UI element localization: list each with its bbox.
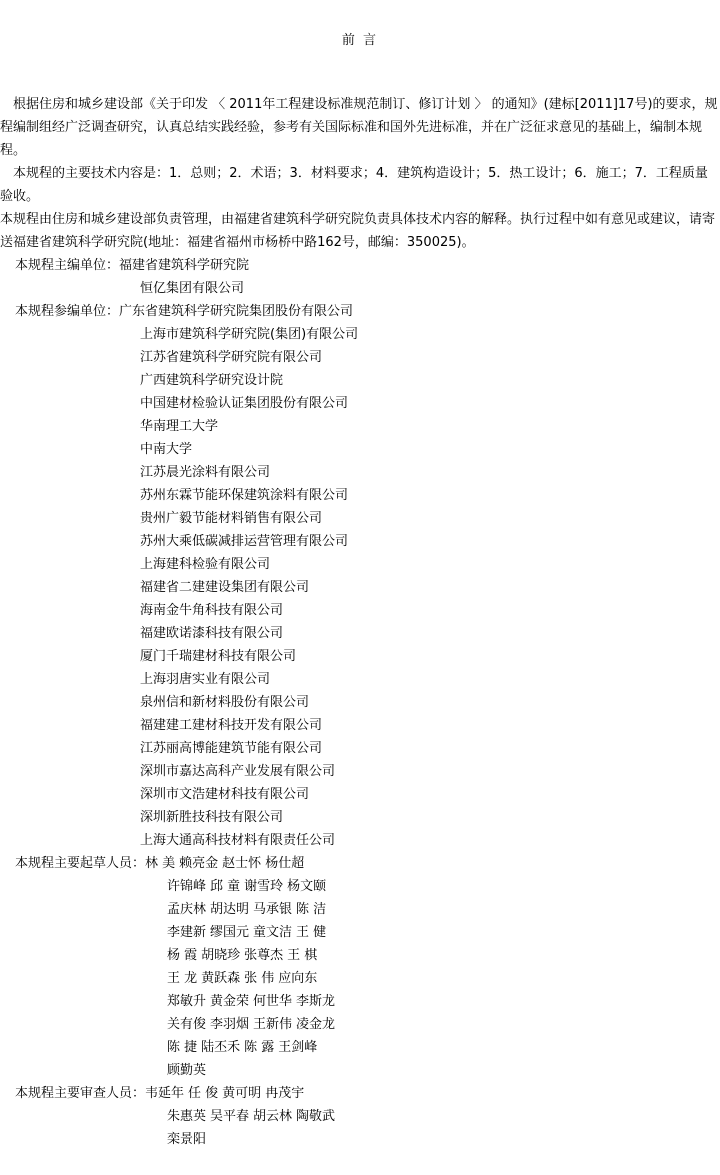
- person-name: 冉茂宇: [265, 1086, 305, 1101]
- org-row: [0, 576, 718, 599]
- person-row: [0, 1128, 718, 1151]
- person-names: [0, 875, 326, 898]
- org-row: [0, 553, 718, 576]
- person-names: [0, 990, 335, 1013]
- person-name: 王新伟: [253, 1017, 293, 1032]
- person-name: 关有俊: [167, 1017, 207, 1032]
- person-name: 王 龙: [167, 971, 198, 986]
- main-content-paragraph: 本规程的主要技术内容是：1．总则；2．术语；3．材料要求；4．建筑构造设计；5．热工设计；6．施工；7．工程质量验收。: [0, 166, 708, 204]
- person-name: 杨文颐: [287, 879, 327, 894]
- person-names: [145, 1082, 304, 1105]
- reviewers-section: [0, 1082, 718, 1151]
- org-row: [0, 507, 718, 530]
- org-row: [0, 438, 718, 461]
- org-name: 中国建材检验认证集团股份有限公司: [140, 396, 349, 411]
- preface-body: [0, 93, 718, 1151]
- org-row: [0, 277, 718, 300]
- org-name: 广东省建筑科学研究院集团股份有限公司: [119, 304, 354, 319]
- person-name: 赖亮金: [179, 856, 219, 871]
- person-names: [0, 967, 317, 990]
- org-name: 深圳市文浩建材科技有限公司: [140, 787, 310, 802]
- person-names: [0, 944, 317, 967]
- person-name: 胡云林: [253, 1109, 293, 1124]
- person-name: 韦延年: [145, 1086, 185, 1101]
- person-row: [0, 898, 718, 921]
- person-name: 吴平春: [210, 1109, 250, 1124]
- org-name: 福建省二建建设集团有限公司: [140, 580, 310, 595]
- person-name: 林 美: [145, 856, 176, 871]
- person-name: 陈 露: [244, 1040, 275, 1055]
- org-row: [0, 530, 718, 553]
- org-row: [0, 254, 718, 277]
- person-name: 杨 霞: [167, 948, 198, 963]
- drafters-section: [0, 852, 718, 1082]
- person-name: 郑敏升: [167, 994, 207, 1009]
- person-names: [145, 852, 304, 875]
- org-name: 上海大通高科技材料有限责任公司: [140, 833, 336, 848]
- person-names: [0, 898, 326, 921]
- org-name: 华南理工大学: [140, 419, 219, 434]
- person-row: [0, 852, 718, 875]
- person-name: 陈 洁: [296, 902, 327, 917]
- person-row: [0, 1059, 718, 1082]
- person-name: 何世华: [253, 994, 293, 1009]
- person-names: [0, 1128, 206, 1151]
- person-row: [0, 1082, 718, 1105]
- org-row: [0, 346, 718, 369]
- org-row: [0, 668, 718, 691]
- org-name: 海南金牛角科技有限公司: [140, 603, 284, 618]
- org-row: [0, 806, 718, 829]
- org-name: 苏州东霖节能环保建筑涂料有限公司: [140, 488, 349, 503]
- person-name: 杨仕超: [265, 856, 305, 871]
- org-row: [0, 484, 718, 507]
- person-name: 顾勤英: [167, 1063, 207, 1078]
- person-names: [0, 1013, 335, 1036]
- person-row: [0, 1036, 718, 1059]
- person-name: 李羽烟: [210, 1017, 250, 1032]
- org-name: 上海市建筑科学研究院(集团)有限公司: [140, 327, 359, 342]
- person-row: [0, 921, 718, 944]
- org-row: [0, 415, 718, 438]
- org-name: 贵州广毅节能材料销售有限公司: [140, 511, 323, 526]
- org-row: [0, 300, 718, 323]
- org-row: [0, 622, 718, 645]
- section-label: 本规程主要审查人员：: [15, 1086, 146, 1101]
- org-name: 福建建工建材科技开发有限公司: [140, 718, 323, 733]
- person-name: 黄可明: [222, 1086, 262, 1101]
- org-row: [0, 760, 718, 783]
- page-title: 前 言: [341, 33, 379, 48]
- person-row: [0, 967, 718, 990]
- person-name: 王剑峰: [278, 1040, 318, 1055]
- person-name: 王 棋: [287, 948, 318, 963]
- org-name: 福建欧诺漆科技有限公司: [140, 626, 284, 641]
- person-name: 凌金龙: [296, 1017, 336, 1032]
- org-row: [0, 392, 718, 415]
- org-name: 深圳新胜技科技有限公司: [140, 810, 284, 825]
- person-names: [0, 921, 326, 944]
- person-name: 栾景阳: [167, 1132, 207, 1147]
- person-row: [0, 1013, 718, 1036]
- person-name: 黄跃森: [201, 971, 241, 986]
- person-name: 许锦峰: [167, 879, 207, 894]
- person-name: 张尊杰: [244, 948, 284, 963]
- org-name: 恒亿集团有限公司: [140, 281, 245, 296]
- org-name: 厦门千瑞建材科技有限公司: [140, 649, 297, 664]
- person-row: [0, 990, 718, 1013]
- org-name: 中南大学: [140, 442, 193, 457]
- person-name: 张 伟: [244, 971, 275, 986]
- management-paragraph: 本规程由住房和城乡建设部负责管理，由福建省建筑科学研究院负责具体技术内容的解释。执行过程中如有意见或建议，请寄送福建省建筑科学研究院(地址：福建省福州市杨桥中路162号，邮编：350025)。: [0, 212, 716, 250]
- person-name: 陈 捷: [167, 1040, 198, 1055]
- org-row: [0, 737, 718, 760]
- org-row: [0, 323, 718, 346]
- person-name: 孟庆林: [167, 902, 207, 917]
- org-row: [0, 645, 718, 668]
- person-names: [0, 1059, 206, 1082]
- person-name: 朱惠英: [167, 1109, 207, 1124]
- org-row: [0, 691, 718, 714]
- org-name: 苏州大乘低碳减排运营管理有限公司: [140, 534, 349, 549]
- org-name: 上海羽唐实业有限公司: [140, 672, 271, 687]
- org-name: 江苏丽高博能建筑节能有限公司: [140, 741, 323, 756]
- participating-units-section: [0, 300, 718, 852]
- org-row: [0, 714, 718, 737]
- org-name: 江苏晨光涂料有限公司: [140, 465, 271, 480]
- org-name: 深圳市嘉达高科产业发展有限公司: [140, 764, 336, 779]
- person-row: [0, 875, 718, 898]
- person-name: 应向东: [278, 971, 318, 986]
- person-name: 童文洁: [253, 925, 293, 940]
- person-name: 赵士怀: [222, 856, 262, 871]
- org-row: [0, 461, 718, 484]
- person-names: [0, 1105, 335, 1128]
- person-name: 李斯龙: [296, 994, 336, 1009]
- person-name: 缪国元: [210, 925, 250, 940]
- person-name: 胡达明: [210, 902, 250, 917]
- person-name: 马承银: [253, 902, 293, 917]
- org-name: 上海建科检验有限公司: [140, 557, 271, 572]
- person-name: 黄金荣: [210, 994, 250, 1009]
- person-name: 李建新: [167, 925, 207, 940]
- chief-units-section: [0, 254, 718, 300]
- section-label: 本规程主编单位：: [15, 258, 120, 273]
- org-name: 福建省建筑科学研究院: [119, 258, 250, 273]
- person-name: 胡晓珍: [201, 948, 241, 963]
- person-name: 王 健: [296, 925, 327, 940]
- intro-paragraph: 根据住房和城乡建设部《关于印发 〈 2011年工程建设标准规范制订、修订计划 〉 的通知》(建标[2011]17号)的要求，规程编制组经广泛调查研究，认真总结实践经验，参考有关国际标准和国外先进标准，并在广泛征求意见的基础上，编制本规程。: [0, 97, 718, 158]
- org-name: 江苏省建筑科学研究院有限公司: [140, 350, 323, 365]
- person-name: 陶敬武: [296, 1109, 336, 1124]
- person-name: 陆丕禾: [201, 1040, 241, 1055]
- person-row: [0, 1105, 718, 1128]
- org-row: [0, 783, 718, 806]
- person-row: [0, 944, 718, 967]
- section-label: 本规程参编单位：: [15, 304, 120, 319]
- org-name: 泉州信和新材料股份有限公司: [140, 695, 310, 710]
- person-name: 任 俊: [188, 1086, 219, 1101]
- person-name: 邱 童: [210, 879, 241, 894]
- section-label: 本规程主要起草人员：: [15, 856, 146, 871]
- person-name: 谢雪玲: [244, 879, 284, 894]
- org-row: [0, 369, 718, 392]
- org-name: 广西建筑科学研究设计院: [140, 373, 284, 388]
- org-row: [0, 599, 718, 622]
- person-names: [0, 1036, 317, 1059]
- org-row: [0, 829, 718, 852]
